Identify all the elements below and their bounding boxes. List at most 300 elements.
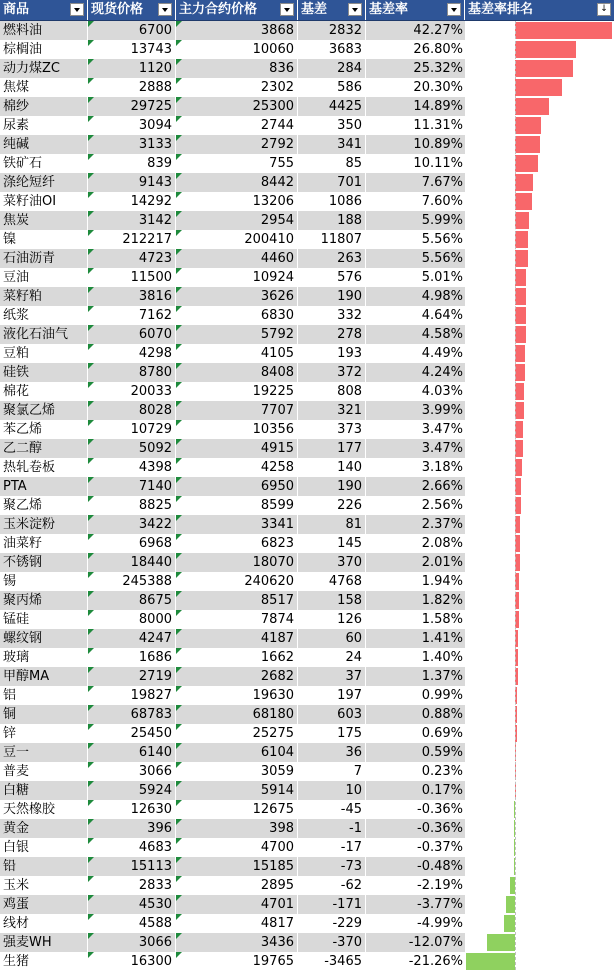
cell-basis-rank[interactable] — [465, 477, 614, 496]
cell-basis-rate[interactable]: 4.98% — [421, 289, 463, 304]
cell-spot-price[interactable]: 4398 — [88, 458, 176, 477]
header-rate[interactable] — [366, 0, 465, 20]
cell-commodity[interactable]: 棉花 — [0, 382, 88, 401]
cell-spot-price[interactable]: 14292 — [88, 192, 176, 211]
cell-futures-price[interactable]: 2792 — [176, 135, 298, 154]
cell-basis-rate[interactable]: 10.89% — [413, 137, 463, 152]
cell-basis-rate[interactable]: -12.07% — [408, 935, 463, 950]
cell-basis-rank[interactable] — [465, 97, 614, 116]
cell-commodity[interactable]: 铝 — [0, 686, 88, 705]
cell-commodity[interactable]: 聚乙烯 — [0, 496, 88, 515]
cell-commodity[interactable]: 白糖 — [0, 781, 88, 800]
cell-commodity[interactable]: 黄金 — [0, 819, 88, 838]
cell-futures-price[interactable]: 8442 — [176, 173, 298, 192]
cell-commodity[interactable]: 纯碱 — [0, 135, 88, 154]
header-spot[interactable] — [88, 0, 176, 20]
cell-futures-price[interactable]: 25275 — [176, 724, 298, 743]
cell-basis[interactable]: 177 — [298, 439, 366, 458]
cell-basis[interactable]: 808 — [298, 382, 366, 401]
cell-basis-rank[interactable] — [465, 192, 614, 211]
cell-spot-price[interactable]: 2719 — [88, 667, 176, 686]
cell-futures-price[interactable]: 2744 — [176, 116, 298, 135]
cell-commodity[interactable]: 乙二醇 — [0, 439, 88, 458]
cell-futures-price[interactable]: 7874 — [176, 610, 298, 629]
header-futures[interactable] — [176, 0, 298, 20]
cell-basis[interactable]: 10 — [298, 781, 366, 800]
cell-commodity[interactable]: 螺纹钢 — [0, 629, 88, 648]
cell-spot-price[interactable]: 4247 — [88, 629, 176, 648]
cell-basis-rate[interactable]: 26.80% — [413, 42, 463, 57]
cell-basis-rank[interactable] — [465, 705, 614, 724]
cell-basis-rate[interactable]: 2.01% — [421, 555, 463, 570]
dropdown-filter-icon[interactable] — [158, 3, 172, 16]
cell-basis[interactable]: 7 — [298, 762, 366, 781]
cell-commodity[interactable]: 鸡蛋 — [0, 895, 88, 914]
cell-commodity[interactable]: 苯乙烯 — [0, 420, 88, 439]
cell-spot-price[interactable]: 8675 — [88, 591, 176, 610]
cell-basis[interactable]: 226 — [298, 496, 366, 515]
cell-basis-rank[interactable] — [465, 629, 614, 648]
cell-commodity[interactable]: 镍 — [0, 230, 88, 249]
cell-basis[interactable]: -45 — [298, 800, 366, 819]
cell-spot-price[interactable]: 8825 — [88, 496, 176, 515]
cell-futures-price[interactable]: 19765 — [176, 952, 298, 971]
cell-basis[interactable]: 576 — [298, 268, 366, 287]
cell-basis[interactable]: 85 — [298, 154, 366, 173]
cell-futures-price[interactable]: 19225 — [176, 382, 298, 401]
cell-basis[interactable]: 3683 — [298, 40, 366, 59]
cell-commodity[interactable]: 豆一 — [0, 743, 88, 762]
cell-spot-price[interactable]: 2833 — [88, 876, 176, 895]
cell-commodity[interactable]: 铜 — [0, 705, 88, 724]
cell-basis-rank[interactable] — [465, 667, 614, 686]
dropdown-filter-icon[interactable] — [280, 3, 294, 16]
cell-basis-rate[interactable]: -0.36% — [417, 821, 463, 836]
cell-basis-rank[interactable] — [465, 135, 614, 154]
cell-basis-rate[interactable]: 1.37% — [421, 669, 463, 684]
cell-futures-price[interactable]: 4817 — [176, 914, 298, 933]
cell-basis-rank[interactable] — [465, 515, 614, 534]
cell-futures-price[interactable]: 8408 — [176, 363, 298, 382]
cell-commodity[interactable]: 锰硅 — [0, 610, 88, 629]
cell-futures-price[interactable]: 2302 — [176, 78, 298, 97]
cell-basis-rate[interactable]: 25.32% — [413, 61, 463, 76]
cell-spot-price[interactable]: 3066 — [88, 762, 176, 781]
cell-spot-price[interactable]: 29725 — [88, 97, 176, 116]
cell-basis-rate[interactable]: 4.24% — [421, 365, 463, 380]
cell-commodity[interactable]: 甲醇MA — [0, 667, 88, 686]
cell-spot-price[interactable]: 13743 — [88, 40, 176, 59]
cell-basis-rate[interactable]: 0.88% — [421, 707, 463, 722]
cell-basis-rate[interactable]: 0.59% — [421, 745, 463, 760]
cell-spot-price[interactable]: 19827 — [88, 686, 176, 705]
cell-spot-price[interactable]: 25450 — [88, 724, 176, 743]
cell-spot-price[interactable]: 839 — [88, 154, 176, 173]
cell-spot-price[interactable]: 3422 — [88, 515, 176, 534]
cell-basis[interactable]: 263 — [298, 249, 366, 268]
cell-futures-price[interactable]: 755 — [176, 154, 298, 173]
cell-spot-price[interactable]: 3133 — [88, 135, 176, 154]
cell-basis[interactable]: 126 — [298, 610, 366, 629]
cell-commodity[interactable]: 聚氯乙烯 — [0, 401, 88, 420]
cell-spot-price[interactable]: 7162 — [88, 306, 176, 325]
cell-commodity[interactable]: 普麦 — [0, 762, 88, 781]
cell-commodity[interactable]: 棉纱 — [0, 97, 88, 116]
cell-basis-rate[interactable]: 3.99% — [421, 403, 463, 418]
cell-spot-price[interactable]: 8028 — [88, 401, 176, 420]
cell-spot-price[interactable]: 4588 — [88, 914, 176, 933]
cell-basis-rate[interactable]: 14.89% — [413, 99, 463, 114]
cell-basis-rank[interactable] — [465, 420, 614, 439]
cell-basis-rank[interactable] — [465, 553, 614, 572]
cell-basis-rank[interactable] — [465, 743, 614, 762]
cell-basis[interactable]: 60 — [298, 629, 366, 648]
cell-futures-price[interactable]: 4700 — [176, 838, 298, 857]
cell-basis[interactable]: 373 — [298, 420, 366, 439]
cell-futures-price[interactable]: 4915 — [176, 439, 298, 458]
cell-basis[interactable]: 278 — [298, 325, 366, 344]
cell-basis-rate[interactable]: 4.64% — [421, 308, 463, 323]
cell-commodity[interactable]: 玉米 — [0, 876, 88, 895]
cell-futures-price[interactable]: 4258 — [176, 458, 298, 477]
cell-spot-price[interactable]: 3142 — [88, 211, 176, 230]
cell-spot-price[interactable]: 1120 — [88, 59, 176, 78]
cell-basis-rate[interactable]: 7.67% — [421, 175, 463, 190]
cell-basis-rank[interactable] — [465, 116, 614, 135]
header-basis[interactable] — [298, 0, 366, 20]
cell-commodity[interactable]: 玻璃 — [0, 648, 88, 667]
cell-commodity[interactable]: 菜籽油OI — [0, 192, 88, 211]
cell-basis[interactable]: 24 — [298, 648, 366, 667]
cell-basis-rate[interactable]: 0.23% — [421, 764, 463, 779]
cell-basis-rank[interactable] — [465, 59, 614, 78]
cell-basis-rank[interactable] — [465, 914, 614, 933]
cell-basis[interactable]: 190 — [298, 477, 366, 496]
cell-spot-price[interactable]: 12630 — [88, 800, 176, 819]
cell-basis-rate[interactable]: 4.49% — [421, 346, 463, 361]
cell-futures-price[interactable]: 4701 — [176, 895, 298, 914]
cell-futures-price[interactable]: 6830 — [176, 306, 298, 325]
cell-spot-price[interactable]: 5092 — [88, 439, 176, 458]
cell-commodity[interactable]: 豆油 — [0, 268, 88, 287]
cell-futures-price[interactable]: 3626 — [176, 287, 298, 306]
cell-basis-rate[interactable]: 1.94% — [421, 574, 463, 589]
cell-basis[interactable]: 140 — [298, 458, 366, 477]
cell-basis[interactable]: 188 — [298, 211, 366, 230]
cell-basis-rank[interactable] — [465, 800, 614, 819]
cell-basis-rank[interactable] — [465, 876, 614, 895]
cell-basis-rate[interactable]: -4.99% — [417, 916, 463, 931]
cell-basis-rank[interactable] — [465, 230, 614, 249]
cell-basis[interactable]: 190 — [298, 287, 366, 306]
cell-basis[interactable]: 36 — [298, 743, 366, 762]
cell-futures-price[interactable]: 4105 — [176, 344, 298, 363]
cell-spot-price[interactable]: 6070 — [88, 325, 176, 344]
cell-basis-rank[interactable] — [465, 40, 614, 59]
cell-basis-rank[interactable] — [465, 534, 614, 553]
cell-commodity[interactable]: 线材 — [0, 914, 88, 933]
cell-spot-price[interactable]: 11500 — [88, 268, 176, 287]
cell-commodity[interactable]: 锡 — [0, 572, 88, 591]
cell-commodity[interactable]: 涤纶短纤 — [0, 173, 88, 192]
cell-basis-rate[interactable]: -0.36% — [417, 802, 463, 817]
cell-basis-rank[interactable] — [465, 154, 614, 173]
cell-basis[interactable]: 321 — [298, 401, 366, 420]
cell-basis-rate[interactable]: 11.31% — [413, 118, 463, 133]
cell-commodity[interactable]: 锌 — [0, 724, 88, 743]
cell-spot-price[interactable]: 3066 — [88, 933, 176, 952]
cell-basis[interactable]: 284 — [298, 59, 366, 78]
cell-commodity[interactable]: 油菜籽 — [0, 534, 88, 553]
cell-commodity[interactable]: 生猪 — [0, 952, 88, 971]
cell-basis-rank[interactable] — [465, 211, 614, 230]
cell-spot-price[interactable]: 9143 — [88, 173, 176, 192]
cell-futures-price[interactable]: 7707 — [176, 401, 298, 420]
cell-commodity[interactable]: 强麦WH — [0, 933, 88, 952]
cell-basis-rate[interactable]: 1.82% — [421, 593, 463, 608]
cell-basis[interactable]: 11807 — [298, 230, 366, 249]
cell-futures-price[interactable]: 12675 — [176, 800, 298, 819]
cell-futures-price[interactable]: 6823 — [176, 534, 298, 553]
cell-basis-rank[interactable] — [465, 287, 614, 306]
cell-basis-rate[interactable]: -0.48% — [417, 859, 463, 874]
cell-basis-rate[interactable]: 2.37% — [421, 517, 463, 532]
cell-basis-rank[interactable] — [465, 78, 614, 97]
cell-basis-rate[interactable]: 3.47% — [421, 422, 463, 437]
cell-basis[interactable]: 332 — [298, 306, 366, 325]
cell-futures-price[interactable]: 2954 — [176, 211, 298, 230]
cell-basis-rank[interactable] — [465, 686, 614, 705]
cell-spot-price[interactable]: 68783 — [88, 705, 176, 724]
cell-futures-price[interactable]: 8599 — [176, 496, 298, 515]
cell-futures-price[interactable]: 200410 — [176, 230, 298, 249]
cell-basis-rate[interactable]: 1.58% — [421, 612, 463, 627]
cell-basis-rate[interactable]: 5.99% — [421, 213, 463, 228]
cell-spot-price[interactable]: 4723 — [88, 249, 176, 268]
cell-futures-price[interactable]: 398 — [176, 819, 298, 838]
cell-basis[interactable]: 603 — [298, 705, 366, 724]
cell-basis[interactable]: 158 — [298, 591, 366, 610]
cell-basis[interactable]: -229 — [298, 914, 366, 933]
cell-commodity[interactable]: 石油沥青 — [0, 249, 88, 268]
cell-spot-price[interactable]: 3816 — [88, 287, 176, 306]
cell-spot-price[interactable]: 1686 — [88, 648, 176, 667]
cell-futures-price[interactable]: 10060 — [176, 40, 298, 59]
cell-basis-rate[interactable]: 4.03% — [421, 384, 463, 399]
cell-basis[interactable]: 145 — [298, 534, 366, 553]
cell-futures-price[interactable]: 3059 — [176, 762, 298, 781]
cell-basis-rate[interactable]: 3.47% — [421, 441, 463, 456]
cell-futures-price[interactable]: 5914 — [176, 781, 298, 800]
cell-spot-price[interactable]: 6968 — [88, 534, 176, 553]
cell-spot-price[interactable]: 7140 — [88, 477, 176, 496]
cell-futures-price[interactable]: 4187 — [176, 629, 298, 648]
cell-commodity[interactable]: 纸浆 — [0, 306, 88, 325]
cell-spot-price[interactable]: 16300 — [88, 952, 176, 971]
cell-spot-price[interactable]: 396 — [88, 819, 176, 838]
cell-commodity[interactable]: 动力煤ZC — [0, 59, 88, 78]
cell-basis[interactable]: 1086 — [298, 192, 366, 211]
cell-basis-rank[interactable] — [465, 496, 614, 515]
cell-basis-rate[interactable]: 2.56% — [421, 498, 463, 513]
cell-basis[interactable]: 81 — [298, 515, 366, 534]
cell-basis-rate[interactable]: 3.18% — [421, 460, 463, 475]
cell-spot-price[interactable]: 4530 — [88, 895, 176, 914]
cell-commodity[interactable]: 焦煤 — [0, 78, 88, 97]
cell-basis-rate[interactable]: 5.56% — [421, 232, 463, 247]
cell-basis-rank[interactable] — [465, 306, 614, 325]
dropdown-filter-icon[interactable] — [348, 3, 362, 16]
cell-basis-rank[interactable] — [465, 781, 614, 800]
cell-commodity[interactable]: 铁矿石 — [0, 154, 88, 173]
cell-spot-price[interactable]: 4298 — [88, 344, 176, 363]
cell-basis-rate[interactable]: 4.58% — [421, 327, 463, 342]
cell-basis-rank[interactable] — [465, 648, 614, 667]
cell-basis-rank[interactable] — [465, 610, 614, 629]
cell-spot-price[interactable]: 5924 — [88, 781, 176, 800]
cell-spot-price[interactable]: 10729 — [88, 420, 176, 439]
cell-basis[interactable]: 2832 — [298, 21, 366, 40]
cell-futures-price[interactable]: 8517 — [176, 591, 298, 610]
cell-basis-rate[interactable]: 1.40% — [421, 650, 463, 665]
cell-futures-price[interactable]: 6950 — [176, 477, 298, 496]
cell-spot-price[interactable]: 6700 — [88, 21, 176, 40]
cell-spot-price[interactable]: 6140 — [88, 743, 176, 762]
dropdown-filter-icon[interactable] — [447, 3, 461, 16]
cell-basis-rank[interactable] — [465, 401, 614, 420]
cell-futures-price[interactable]: 10924 — [176, 268, 298, 287]
cell-basis-rank[interactable] — [465, 249, 614, 268]
cell-basis[interactable]: 193 — [298, 344, 366, 363]
cell-basis-rank[interactable] — [465, 325, 614, 344]
cell-basis-rate[interactable]: 0.99% — [421, 688, 463, 703]
cell-futures-price[interactable]: 3436 — [176, 933, 298, 952]
header-rank[interactable] — [465, 0, 614, 20]
cell-futures-price[interactable]: 4460 — [176, 249, 298, 268]
cell-basis-rank[interactable] — [465, 591, 614, 610]
cell-basis-rate[interactable]: -0.37% — [417, 840, 463, 855]
cell-basis-rank[interactable] — [465, 439, 614, 458]
cell-basis-rank[interactable] — [465, 724, 614, 743]
cell-basis-rank[interactable] — [465, 572, 614, 591]
cell-commodity[interactable]: PTA — [0, 477, 88, 496]
cell-basis-rate[interactable]: 20.30% — [413, 80, 463, 95]
cell-basis-rank[interactable] — [465, 857, 614, 876]
cell-basis-rank[interactable] — [465, 933, 614, 952]
header-name[interactable] — [0, 0, 88, 20]
cell-spot-price[interactable]: 18440 — [88, 553, 176, 572]
cell-futures-price[interactable]: 68180 — [176, 705, 298, 724]
cell-commodity[interactable]: 天然橡胶 — [0, 800, 88, 819]
cell-basis[interactable]: -73 — [298, 857, 366, 876]
cell-commodity[interactable]: 焦炭 — [0, 211, 88, 230]
cell-spot-price[interactable]: 8000 — [88, 610, 176, 629]
cell-basis[interactable]: -17 — [298, 838, 366, 857]
cell-basis[interactable]: 175 — [298, 724, 366, 743]
cell-futures-price[interactable]: 240620 — [176, 572, 298, 591]
cell-commodity[interactable]: 尿素 — [0, 116, 88, 135]
cell-basis-rate[interactable]: 5.56% — [421, 251, 463, 266]
cell-basis-rank[interactable] — [465, 952, 614, 971]
cell-spot-price[interactable]: 212217 — [88, 230, 176, 249]
cell-commodity[interactable]: 铅 — [0, 857, 88, 876]
cell-basis-rank[interactable] — [465, 458, 614, 477]
cell-futures-price[interactable]: 25300 — [176, 97, 298, 116]
cell-basis-rate[interactable]: 10.11% — [413, 156, 463, 171]
cell-futures-price[interactable]: 2895 — [176, 876, 298, 895]
cell-spot-price[interactable]: 3094 — [88, 116, 176, 135]
dropdown-filter-icon[interactable] — [70, 3, 84, 16]
cell-commodity[interactable]: 玉米淀粉 — [0, 515, 88, 534]
cell-basis[interactable]: 4425 — [298, 97, 366, 116]
cell-basis[interactable]: 4768 — [298, 572, 366, 591]
cell-commodity[interactable]: 不锈钢 — [0, 553, 88, 572]
cell-basis[interactable]: -1 — [298, 819, 366, 838]
cell-basis-rank[interactable] — [465, 382, 614, 401]
sort-descending-icon[interactable]: ↓ — [597, 3, 611, 16]
cell-basis[interactable]: 372 — [298, 363, 366, 382]
cell-basis[interactable]: 37 — [298, 667, 366, 686]
cell-basis[interactable]: -3465 — [298, 952, 366, 971]
cell-futures-price[interactable]: 3868 — [176, 21, 298, 40]
cell-commodity[interactable]: 热轧卷板 — [0, 458, 88, 477]
cell-basis[interactable]: 370 — [298, 553, 366, 572]
cell-futures-price[interactable]: 13206 — [176, 192, 298, 211]
cell-spot-price[interactable]: 245388 — [88, 572, 176, 591]
cell-futures-price[interactable]: 2682 — [176, 667, 298, 686]
cell-commodity[interactable]: 燃料油 — [0, 21, 88, 40]
cell-basis-rank[interactable] — [465, 21, 614, 40]
cell-basis-rank[interactable] — [465, 268, 614, 287]
cell-basis-rate[interactable]: -2.19% — [417, 878, 463, 893]
cell-basis-rate[interactable]: 2.66% — [421, 479, 463, 494]
cell-basis-rate[interactable]: 0.17% — [421, 783, 463, 798]
cell-commodity[interactable]: 液化石油气 — [0, 325, 88, 344]
cell-basis-rate[interactable]: 0.69% — [421, 726, 463, 741]
cell-basis[interactable]: 197 — [298, 686, 366, 705]
cell-basis[interactable]: -171 — [298, 895, 366, 914]
cell-futures-price[interactable]: 10356 — [176, 420, 298, 439]
cell-futures-price[interactable]: 5792 — [176, 325, 298, 344]
cell-basis-rank[interactable] — [465, 344, 614, 363]
cell-basis-rank[interactable] — [465, 363, 614, 382]
cell-spot-price[interactable]: 20033 — [88, 382, 176, 401]
cell-commodity[interactable]: 白银 — [0, 838, 88, 857]
cell-basis-rank[interactable] — [465, 762, 614, 781]
cell-spot-price[interactable]: 15113 — [88, 857, 176, 876]
cell-basis-rate[interactable]: 42.27% — [413, 23, 463, 38]
cell-commodity[interactable]: 菜籽粕 — [0, 287, 88, 306]
cell-futures-price[interactable]: 3341 — [176, 515, 298, 534]
cell-basis-rank[interactable] — [465, 173, 614, 192]
cell-spot-price[interactable]: 4683 — [88, 838, 176, 857]
cell-commodity[interactable]: 硅铁 — [0, 363, 88, 382]
cell-basis[interactable]: -370 — [298, 933, 366, 952]
cell-futures-price[interactable]: 836 — [176, 59, 298, 78]
cell-basis[interactable]: 350 — [298, 116, 366, 135]
cell-spot-price[interactable]: 8780 — [88, 363, 176, 382]
cell-basis-rank[interactable] — [465, 895, 614, 914]
cell-futures-price[interactable]: 19630 — [176, 686, 298, 705]
cell-basis-rank[interactable] — [465, 838, 614, 857]
cell-basis-rate[interactable]: -21.26% — [408, 954, 463, 969]
cell-commodity[interactable]: 棕榈油 — [0, 40, 88, 59]
cell-basis[interactable]: 701 — [298, 173, 366, 192]
cell-basis[interactable]: 341 — [298, 135, 366, 154]
cell-commodity[interactable]: 豆粕 — [0, 344, 88, 363]
cell-futures-price[interactable]: 1662 — [176, 648, 298, 667]
cell-spot-price[interactable]: 2888 — [88, 78, 176, 97]
